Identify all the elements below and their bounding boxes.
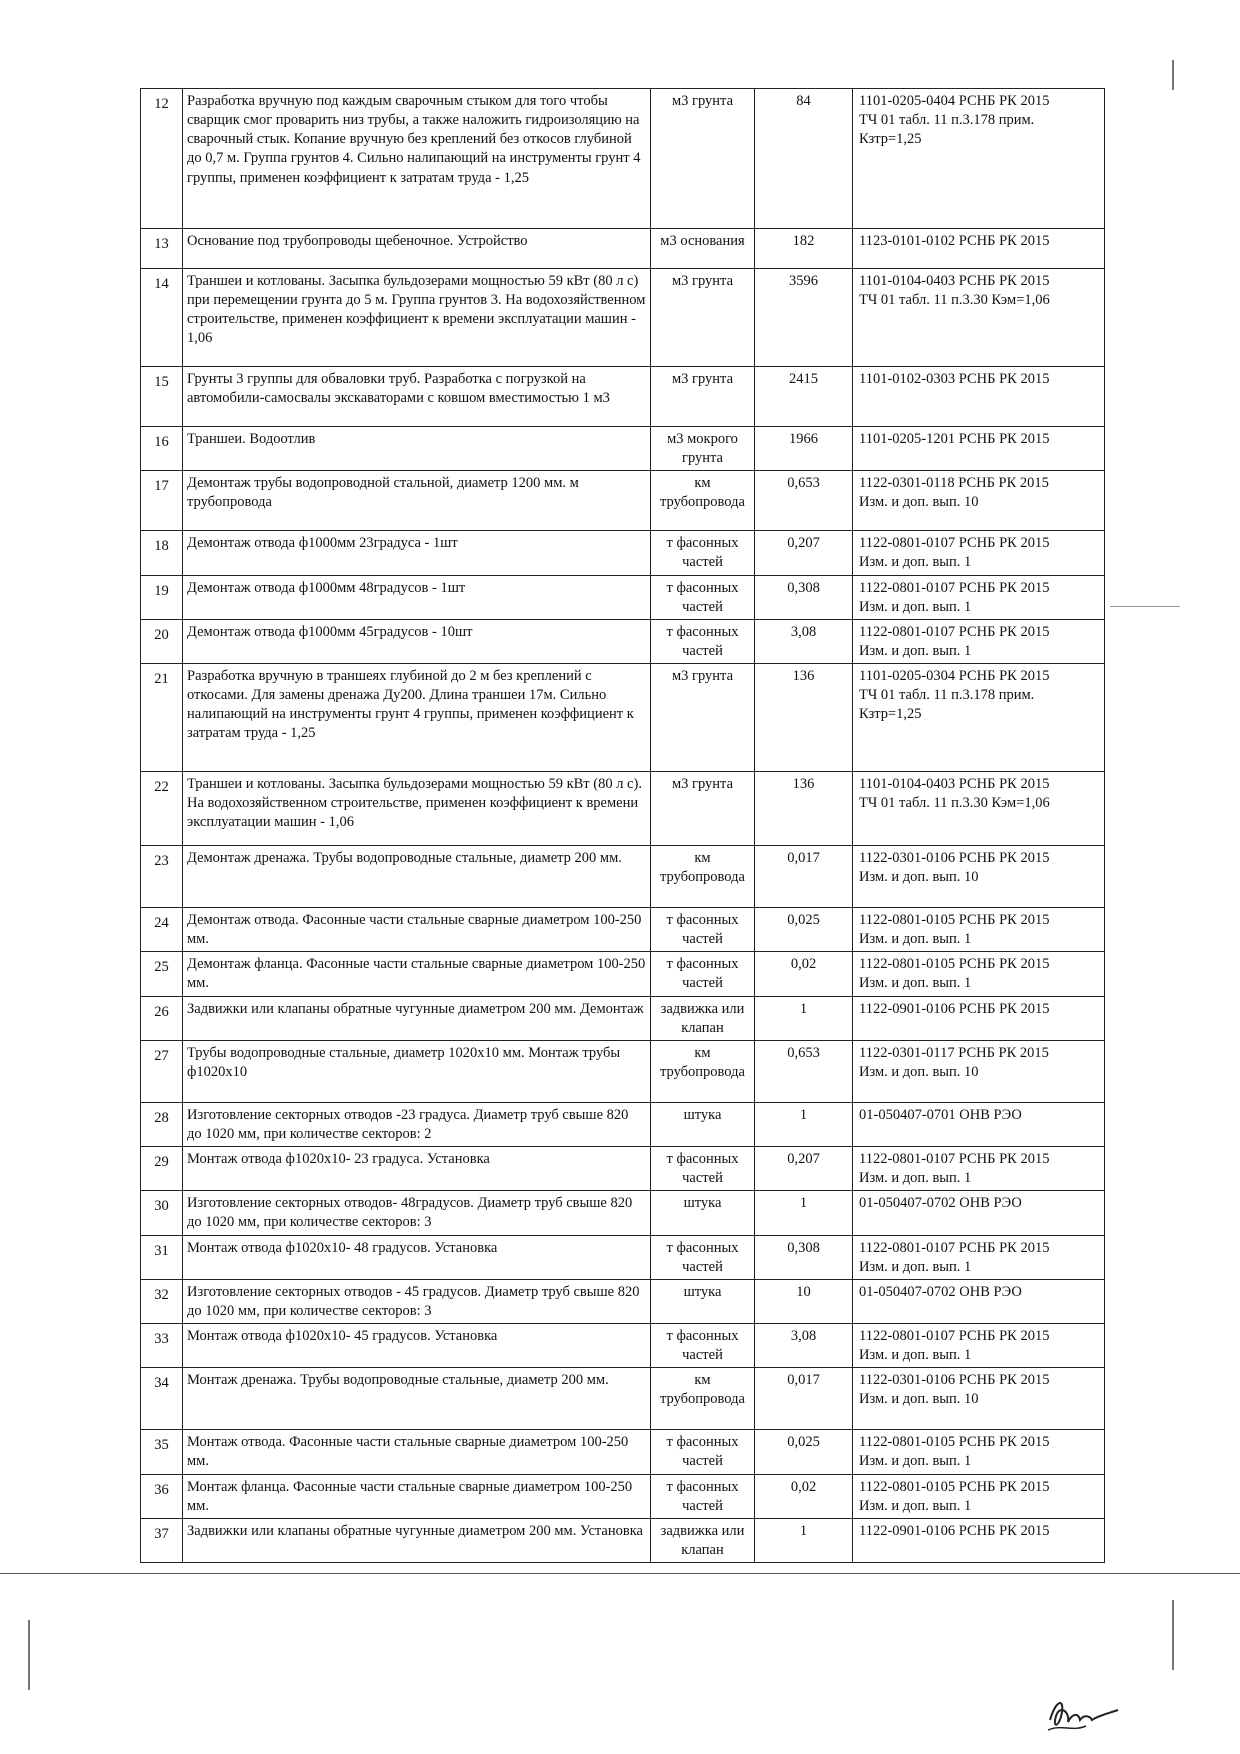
norm-reference: 01-050407-0702 ОНВ РЭО	[853, 1279, 1105, 1323]
unit-of-measure: т фасонных частей	[651, 1474, 755, 1518]
quantity: 1966	[755, 427, 853, 471]
norm-reference: 1123-0101-0102 РСНБ РК 2015	[853, 229, 1105, 269]
quantity: 3,08	[755, 619, 853, 663]
row-number: 19	[141, 575, 183, 619]
quantity: 10	[755, 1279, 853, 1323]
quantity: 0,308	[755, 1235, 853, 1279]
unit-of-measure: м3 основания	[651, 229, 755, 269]
work-description: Монтаж дренажа. Трубы водопроводные стальные, диаметр 200 мм.	[183, 1368, 651, 1430]
work-description: Демонтаж фланца. Фасонные части стальные сварные диаметром 100-250 мм.	[183, 952, 651, 996]
table-row	[141, 664, 1105, 772]
quantity: 0,207	[755, 1147, 853, 1191]
unit-of-measure: км трубопровода	[651, 471, 755, 531]
table-row	[141, 1430, 1105, 1474]
work-description: Траншеи и котлованы. Засыпка бульдозерами мощностью 59 кВт (80 л с). На водохозяйственном строительстве, применен коэффициент к времени эксплуатации машин - 1,06	[183, 772, 651, 846]
scan-dashed-line	[1110, 606, 1180, 607]
row-number: 36	[141, 1474, 183, 1518]
table-row	[141, 846, 1105, 908]
norm-reference: 1101-0205-1201 РСНБ РК 2015	[853, 427, 1105, 471]
quantity: 0,653	[755, 1040, 853, 1102]
unit-of-measure: штука	[651, 1279, 755, 1323]
row-number: 35	[141, 1430, 183, 1474]
table-row	[141, 1147, 1105, 1191]
row-number: 18	[141, 531, 183, 575]
row-number: 33	[141, 1324, 183, 1368]
quantity: 3596	[755, 269, 853, 367]
norm-reference: 1101-0205-0304 РСНБ РК 2015 ТЧ 01 табл. 11 п.3.178 прим. Кзтр=1,25	[853, 664, 1105, 772]
work-description: Демонтаж трубы водопроводной стальной, диаметр 1200 мм. м трубопровода	[183, 471, 651, 531]
row-number: 37	[141, 1518, 183, 1562]
quantity: 0,02	[755, 952, 853, 996]
quantity: 3,08	[755, 1324, 853, 1368]
work-description: Демонтаж отвода ф1000мм 23градуса - 1шт	[183, 531, 651, 575]
quantity: 0,207	[755, 531, 853, 575]
unit-of-measure: т фасонных частей	[651, 575, 755, 619]
norm-reference: 01-050407-0701 ОНВ РЭО	[853, 1102, 1105, 1146]
unit-of-measure: штука	[651, 1191, 755, 1235]
work-description: Изготовление секторных отводов- 48градусов. Диаметр труб свыше 820 до 1020 мм, при количестве секторов: 3	[183, 1191, 651, 1235]
norm-reference: 1122-0301-0117 РСНБ РК 2015 Изм. и доп. вып. 10	[853, 1040, 1105, 1102]
quantity: 1	[755, 996, 853, 1040]
work-description: Трубы водопроводные стальные, диаметр 1020х10 мм. Монтаж трубы ф1020х10	[183, 1040, 651, 1102]
norm-reference: 1122-0801-0105 РСНБ РК 2015 Изм. и доп. вып. 1	[853, 1430, 1105, 1474]
row-number: 17	[141, 471, 183, 531]
norm-reference: 1122-0301-0118 РСНБ РК 2015 Изм. и доп. вып. 10	[853, 471, 1105, 531]
unit-of-measure: задвижка или клапан	[651, 1518, 755, 1562]
unit-of-measure: м3 грунта	[651, 664, 755, 772]
table-row	[141, 471, 1105, 531]
quantity: 1	[755, 1518, 853, 1562]
quantity: 0,653	[755, 471, 853, 531]
work-description: Демонтаж отвода ф1000мм 45градусов - 10шт	[183, 619, 651, 663]
norm-reference: 1101-0102-0303 РСНБ РК 2015	[853, 367, 1105, 427]
table-row	[141, 1368, 1105, 1430]
unit-of-measure: км трубопровода	[651, 1040, 755, 1102]
table-row	[141, 1102, 1105, 1146]
unit-of-measure: км трубопровода	[651, 1368, 755, 1430]
signature-icon	[1042, 1690, 1122, 1738]
quantity: 1	[755, 1191, 853, 1235]
quantity: 182	[755, 229, 853, 269]
quantity: 84	[755, 89, 853, 229]
row-number: 30	[141, 1191, 183, 1235]
table-row	[141, 619, 1105, 663]
row-number: 14	[141, 269, 183, 367]
norm-reference: 1122-0301-0106 РСНБ РК 2015 Изм. и доп. вып. 10	[853, 1368, 1105, 1430]
quantity: 136	[755, 664, 853, 772]
table-row	[141, 427, 1105, 471]
table-row	[141, 1518, 1105, 1562]
table-row	[141, 531, 1105, 575]
row-number: 31	[141, 1235, 183, 1279]
table-row	[141, 575, 1105, 619]
table-row	[141, 996, 1105, 1040]
table-row	[141, 1040, 1105, 1102]
row-number: 24	[141, 908, 183, 952]
quantity: 0,308	[755, 575, 853, 619]
scan-margin-mark	[1172, 1600, 1174, 1670]
work-description: Демонтаж отвода. Фасонные части стальные сварные диаметром 100-250 мм.	[183, 908, 651, 952]
work-description: Разработка вручную под каждым сварочным стыком для того чтобы сварщик смог проварить низ трубы, а также наложить гидроизоляцию на сварочный стык. Копание вручную без креплений без откосов глубиной до 0,7 м. Группа грунтов 4. Сильно налипающий на инструменты грунт 4 группы, применен коэффициент к затратам труда - 1,25	[183, 89, 651, 229]
quantity: 0,025	[755, 908, 853, 952]
norm-reference: 1122-0901-0106 РСНБ РК 2015	[853, 996, 1105, 1040]
norm-reference: 1122-0801-0107 РСНБ РК 2015 Изм. и доп. вып. 1	[853, 1235, 1105, 1279]
quantity: 136	[755, 772, 853, 846]
work-description: Разработка вручную в траншеях глубиной до 2 м без креплений с откосами. Для замены дренажа Ду200. Длина траншеи 17м. Сильно налипающий на инструменты грунт 4 группы, применен коэффициент к затратам труда - 1,25	[183, 664, 651, 772]
quantity: 0,025	[755, 1430, 853, 1474]
work-description: Грунты 3 группы для обваловки труб. Разработка с погрузкой на автомобили-самосвалы экскаваторами с ковшом вместимостью 1 м3	[183, 367, 651, 427]
work-description: Монтаж фланца. Фасонные части стальные сварные диаметром 100-250 мм.	[183, 1474, 651, 1518]
norm-reference: 1122-0801-0105 РСНБ РК 2015 Изм. и доп. вып. 1	[853, 952, 1105, 996]
quantity: 0,017	[755, 846, 853, 908]
table-row	[141, 89, 1105, 229]
row-number: 34	[141, 1368, 183, 1430]
unit-of-measure: т фасонных частей	[651, 1430, 755, 1474]
table-row	[141, 367, 1105, 427]
norm-reference: 1101-0104-0403 РСНБ РК 2015 ТЧ 01 табл. 11 п.3.30 Кэм=1,06	[853, 772, 1105, 846]
scan-margin-mark	[28, 1620, 30, 1690]
quantity: 1	[755, 1102, 853, 1146]
unit-of-measure: м3 мокрого грунта	[651, 427, 755, 471]
unit-of-measure: задвижка или клапан	[651, 996, 755, 1040]
unit-of-measure: м3 грунта	[651, 367, 755, 427]
unit-of-measure: м3 грунта	[651, 772, 755, 846]
work-description: Задвижки или клапаны обратные чугунные диаметром 200 мм. Установка	[183, 1518, 651, 1562]
norm-reference: 1122-0801-0107 РСНБ РК 2015 Изм. и доп. вып. 1	[853, 531, 1105, 575]
row-number: 20	[141, 619, 183, 663]
unit-of-measure: т фасонных частей	[651, 1324, 755, 1368]
work-description: Монтаж отвода ф1020х10- 23 градуса. Установка	[183, 1147, 651, 1191]
norm-reference: 1122-0801-0107 РСНБ РК 2015 Изм. и доп. вып. 1	[853, 575, 1105, 619]
row-number: 22	[141, 772, 183, 846]
row-number: 25	[141, 952, 183, 996]
row-number: 26	[141, 996, 183, 1040]
norm-reference: 1101-0205-0404 РСНБ РК 2015 ТЧ 01 табл. 11 п.3.178 прим. Кзтр=1,25	[853, 89, 1105, 229]
unit-of-measure: т фасонных частей	[651, 619, 755, 663]
unit-of-measure: т фасонных частей	[651, 531, 755, 575]
unit-of-measure: штука	[651, 1102, 755, 1146]
norm-reference: 01-050407-0702 ОНВ РЭО	[853, 1191, 1105, 1235]
table-row	[141, 908, 1105, 952]
norm-reference: 1122-0901-0106 РСНБ РК 2015	[853, 1518, 1105, 1562]
norm-reference: 1122-0301-0106 РСНБ РК 2015 Изм. и доп. вып. 10	[853, 846, 1105, 908]
row-number: 29	[141, 1147, 183, 1191]
unit-of-measure: т фасонных частей	[651, 952, 755, 996]
work-description: Монтаж отвода ф1020х10- 45 градусов. Установка	[183, 1324, 651, 1368]
estimate-table	[140, 88, 1105, 1563]
unit-of-measure: т фасонных частей	[651, 1147, 755, 1191]
row-number: 27	[141, 1040, 183, 1102]
table-row	[141, 1279, 1105, 1323]
row-number: 23	[141, 846, 183, 908]
unit-of-measure: км трубопровода	[651, 846, 755, 908]
table-row	[141, 1474, 1105, 1518]
scan-margin-mark	[1172, 60, 1174, 90]
work-description: Демонтаж дренажа. Трубы водопроводные стальные, диаметр 200 мм.	[183, 846, 651, 908]
norm-reference: 1122-0801-0105 РСНБ РК 2015 Изм. и доп. вып. 1	[853, 1474, 1105, 1518]
norm-reference: 1101-0104-0403 РСНБ РК 2015 ТЧ 01 табл. 11 п.3.30 Кэм=1,06	[853, 269, 1105, 367]
row-number: 15	[141, 367, 183, 427]
work-description: Изготовление секторных отводов -23 градуса. Диаметр труб свыше 820 до 1020 мм, при количестве секторов: 2	[183, 1102, 651, 1146]
table-row	[141, 269, 1105, 367]
work-description: Основание под трубопроводы щебеночное. Устройство	[183, 229, 651, 269]
quantity: 2415	[755, 367, 853, 427]
work-description: Демонтаж отвода ф1000мм 48градусов - 1шт	[183, 575, 651, 619]
unit-of-measure: м3 грунта	[651, 89, 755, 229]
unit-of-measure: м3 грунта	[651, 269, 755, 367]
work-description: Изготовление секторных отводов - 45 градусов. Диаметр труб свыше 820 до 1020 мм, при количестве секторов: 3	[183, 1279, 651, 1323]
table-row	[141, 1324, 1105, 1368]
row-number: 32	[141, 1279, 183, 1323]
table-row	[141, 1235, 1105, 1279]
row-number: 12	[141, 89, 183, 229]
scan-line	[0, 1573, 1240, 1574]
work-description: Задвижки или клапаны обратные чугунные диаметром 200 мм. Демонтаж	[183, 996, 651, 1040]
table-row	[141, 772, 1105, 846]
quantity: 0,02	[755, 1474, 853, 1518]
unit-of-measure: т фасонных частей	[651, 908, 755, 952]
row-number: 28	[141, 1102, 183, 1146]
row-number: 16	[141, 427, 183, 471]
unit-of-measure: т фасонных частей	[651, 1235, 755, 1279]
table-row	[141, 952, 1105, 996]
quantity: 0,017	[755, 1368, 853, 1430]
table-row	[141, 1191, 1105, 1235]
row-number: 13	[141, 229, 183, 269]
table-row	[141, 229, 1105, 269]
work-description: Монтаж отвода. Фасонные части стальные сварные диаметром 100-250 мм.	[183, 1430, 651, 1474]
estimate-table-sheet	[140, 88, 1104, 1563]
norm-reference: 1122-0801-0107 РСНБ РК 2015 Изм. и доп. вып. 1	[853, 1147, 1105, 1191]
work-description: Траншеи. Водоотлив	[183, 427, 651, 471]
row-number: 21	[141, 664, 183, 772]
norm-reference: 1122-0801-0105 РСНБ РК 2015 Изм. и доп. вып. 1	[853, 908, 1105, 952]
norm-reference: 1122-0801-0107 РСНБ РК 2015 Изм. и доп. вып. 1	[853, 619, 1105, 663]
work-description: Монтаж отвода ф1020х10- 48 градусов. Установка	[183, 1235, 651, 1279]
work-description: Траншеи и котлованы. Засыпка бульдозерами мощностью 59 кВт (80 л с) при перемещении грунта до 5 м. Группа грунтов 3. На водохозяйственном строительстве, применен коэффициент к времени эксплуатации машин - 1,06	[183, 269, 651, 367]
norm-reference: 1122-0801-0107 РСНБ РК 2015 Изм. и доп. вып. 1	[853, 1324, 1105, 1368]
